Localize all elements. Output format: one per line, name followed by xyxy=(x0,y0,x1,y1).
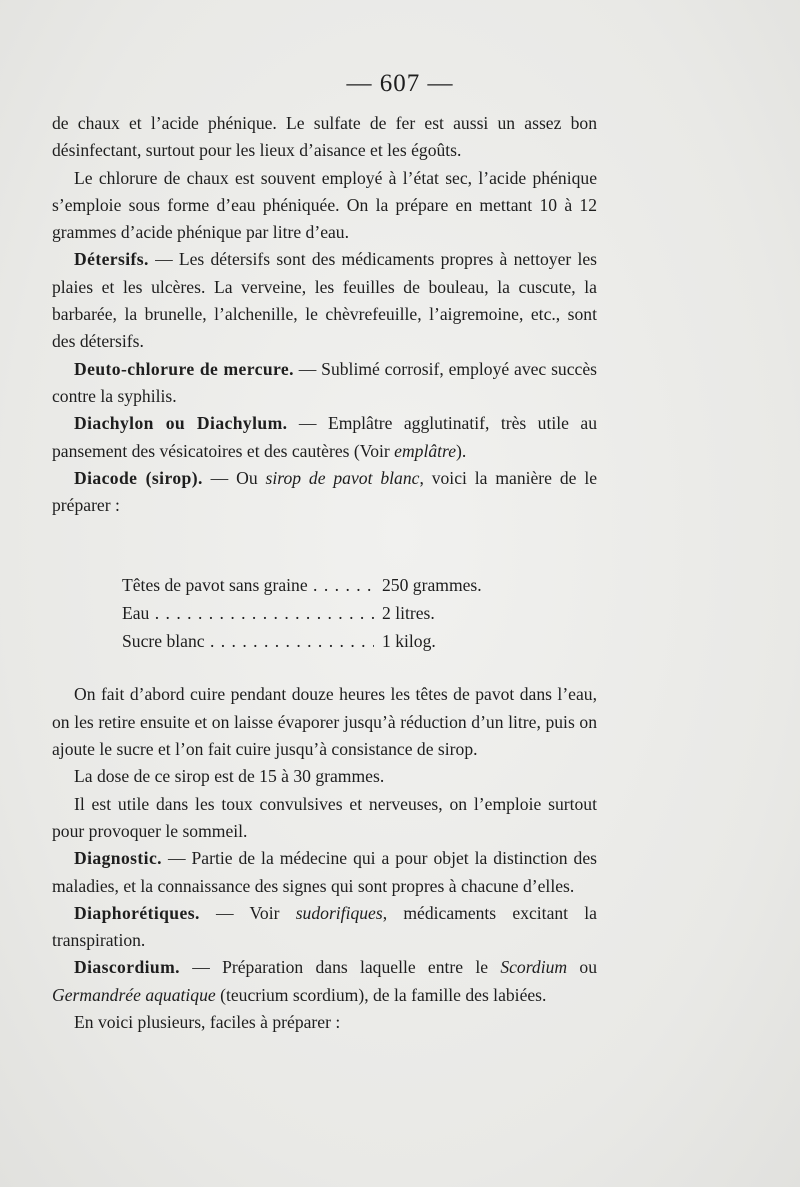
page-number: — 607 — xyxy=(346,70,454,97)
entry-text: — Préparation dans laquelle entre le xyxy=(179,957,501,978)
entry-italic: sirop de pavot blanc xyxy=(265,467,420,488)
entry-text-end: , voici la manière de le préparer : xyxy=(52,467,598,516)
entry-text: — Voir xyxy=(199,902,296,923)
paragraph-dose: La dose de ce sirop est de 15 à 30 grammes. xyxy=(74,766,385,787)
recipe-row xyxy=(122,571,522,599)
cross-reference: emplâtre xyxy=(394,440,457,461)
entry-text: — Sublimé corrosif, employé avec succès contre la syphilis. xyxy=(52,358,597,406)
entry-text-end: (teucrium scordium), de la famille des labiées. xyxy=(215,984,547,1005)
entry-text: — Les détersifs sont des médicaments propres à nettoyer les plaies et les ulcères. La verveine, les feuilles de bouleau, la cuscute, la barbarée, la brunelle, l’alchenille, le chèvrefeuille, l’aigremoine, etc., sont des détersifs. xyxy=(52,249,597,352)
entry-term: Détersifs. xyxy=(74,249,149,270)
page-body xyxy=(52,110,597,1036)
recipe-list xyxy=(122,571,522,655)
entry-term: Deuto-chlorure de mercure. xyxy=(74,358,294,379)
recipe-row xyxy=(122,599,522,627)
entry-text: — Ou xyxy=(202,467,266,488)
entry-italic: Scordium xyxy=(500,957,568,978)
entry-text-end: ). xyxy=(456,440,467,461)
paragraph-continuation: de chaux et l’acide phénique. Le sulfate de fer est aussi un assez bon désinfectant, surtout pour les lieux d’aisance et les égoûts. xyxy=(52,113,597,161)
entry-detersifs xyxy=(52,246,597,355)
entry-text-mid: ou xyxy=(567,957,597,978)
entry-term: Diachylon ou Diachylum. xyxy=(74,413,288,434)
entry-diachylon xyxy=(52,410,597,465)
entry-deuto-chlorure xyxy=(52,356,597,411)
entry-diacode xyxy=(52,465,597,520)
entry-text: — Partie de la médecine qui a pour objet la distinction des maladies, et la connaissance des signes qui sont propres à chacune d’elles. xyxy=(52,848,597,896)
entry-italic: Germandrée aquatique xyxy=(52,984,216,1005)
ingredient-name: Têtes de pavot sans graine . . . xyxy=(122,571,374,599)
entry-text: — Emplâtre agglutinatif, très utile au pansement des vésicatoires et des cautères (Voir xyxy=(52,413,598,461)
entry-diaphoretiques xyxy=(52,900,597,955)
recipe-row xyxy=(122,627,522,655)
entry-text-end: , médicaments excitant la transpiration. xyxy=(52,902,597,951)
paragraph-voici: En voici plusieurs, faciles à préparer : xyxy=(74,1012,341,1033)
ingredient-quantity: 2 litres. xyxy=(382,603,435,624)
ingredient-quantity: 1 kilog. xyxy=(382,631,436,652)
ingredient-quantity: 250 grammes. xyxy=(382,575,482,596)
entry-term: Diaphorétiques. xyxy=(74,902,200,923)
paragraph-usage: Il est utile dans les toux convulsives et nerveuses, on l’emploie surtout pour provoquer le sommeil. xyxy=(52,793,597,841)
paragraph-chlorure: Le chlorure de chaux est souvent employé à l’état sec, l’acide phénique s’emploie sous forme d’eau phéniquée. On la prépare en mettant 10 à 12 grammes d’acide phénique par litre d’eau. xyxy=(52,167,597,243)
paragraph-preparation: On fait d’abord cuire pendant douze heures les têtes de pavot dans l’eau, on les retire ensuite et on laisse évaporer jusqu’à réduction d’un litre, puis on ajoute le sucre et l’on fait cuire jusqu’à consistance de sirop. xyxy=(52,684,597,760)
ingredient-name: Eau . . . xyxy=(122,599,374,627)
entry-term: Diacode (sirop). xyxy=(74,467,203,488)
entry-term: Diascordium. xyxy=(74,957,180,978)
entry-diascordium xyxy=(52,954,597,1009)
ingredient-name: Sucre blanc . . . xyxy=(122,627,374,655)
cross-reference: sudorifiques xyxy=(295,902,383,923)
entry-term: Diagnostic. xyxy=(74,848,162,869)
entry-diagnostic xyxy=(52,845,597,900)
